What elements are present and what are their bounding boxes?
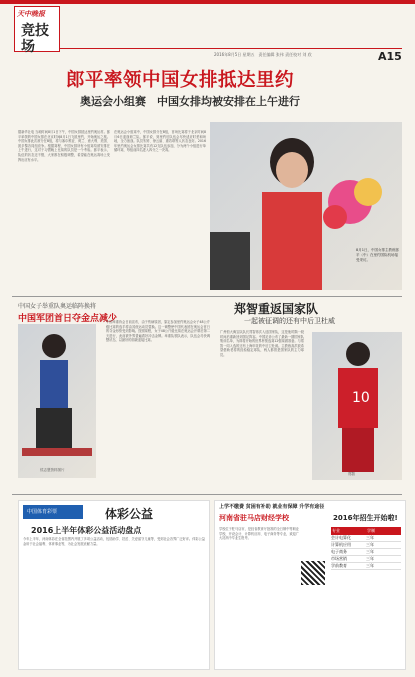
table-row bbox=[331, 542, 401, 549]
svg-text:10: 10 bbox=[352, 390, 370, 406]
lottery-logo bbox=[23, 505, 83, 519]
bottom-divider bbox=[12, 494, 402, 495]
table-cell: 计算机应用 bbox=[331, 542, 351, 547]
enroll-title: 2016年招生开始啦! bbox=[333, 514, 398, 522]
story2-kicker: 中国女子举重队奥运临阵换将 bbox=[18, 303, 97, 310]
table-cell: 三年 bbox=[366, 535, 374, 540]
table-cell: 三年 bbox=[366, 549, 374, 554]
masthead-logo bbox=[14, 6, 60, 55]
story2-title: 中国军团首日夺金点减少 bbox=[18, 314, 118, 324]
table-cell: 三年 bbox=[366, 542, 374, 547]
dateline: 2016年8月5日 星期五 责任编辑 张伟 责任校对 刘 欣 bbox=[214, 52, 312, 57]
zheng-zhi-caption: 郑智 bbox=[348, 472, 355, 476]
lead-article-text: 据新华社电 当地时间8月1日下午，中国女排抵达里约奥运村。郎平率领的中国女排在北京时间8月1日飞抵里约，开始奥运之旅。中国女排此次被分在B组，将与塞尔维亚、荷兰、意大利、美国、波多黎各同组竞争。根据赛程，中国女排所有小组赛均被安排在上午进行，这对于习惯晚上比赛的队员是一个考验。郎平表示，队伍的状态还不错，大家都在积极调整，希望能在奥运赛场上发挥出应有水平。 bbox=[18, 130, 110, 162]
top-red-bar bbox=[0, 0, 415, 4]
table-cell: 三年 bbox=[366, 556, 374, 561]
photo-caption: 8月1日，中国女排主教练郎平（中）在里约国际机场接受采访。 bbox=[356, 248, 399, 262]
qr-code bbox=[301, 561, 325, 585]
school-ad bbox=[214, 500, 406, 670]
table-cell: 学前教育 bbox=[331, 563, 347, 568]
table-row bbox=[331, 556, 401, 563]
table-header: 专业 bbox=[332, 528, 340, 533]
table-row bbox=[331, 549, 401, 556]
school-slogan: 上学不缴费 贫困有补助 就业有保障 升学有途径 bbox=[219, 504, 325, 510]
story3-text: 广州恒大淘宝队队长郑智再次入选国家队，这是他时隔一段时间后重新回到国足阵容。中国足协公布了最新一期国家队集训名单，为即将开始的世界杯预选赛12强赛做准备。与郑智一同入选的还有上海申花的中后卫杜威。主教练高洪波希望借助老将的经验稳定球队，两人都曾是国家队的主力球员。 bbox=[220, 330, 304, 357]
school-text: 学校位于驻马店市，是经省教育厅批准的全日制中等职业学校，开设会计、计算机应用、电子商务等专业，欢迎广大初高中毕业生报考。 bbox=[219, 527, 299, 541]
lottery-tag: 中国体育彩票 bbox=[27, 509, 58, 515]
table-cell: 会计电算化 bbox=[331, 535, 351, 540]
main-headline: 郎平率领中国女排抵达里约 bbox=[66, 70, 295, 91]
section-divider bbox=[12, 296, 402, 297]
zheng-zhi-photo bbox=[312, 332, 402, 480]
table-row bbox=[331, 563, 401, 570]
masthead-name: 天中晚报 bbox=[17, 10, 45, 18]
story3-title: 郑智重返国家队 bbox=[234, 302, 319, 316]
story3-subtitle: 一起被征调的还有中后卫杜威 bbox=[244, 317, 335, 325]
second-column-text: 在奥运会小组赛中，中国女排分在B组，首场比赛将于北京时间8月6日迎战荷兰队。郎平说，到里约后队伍会尽快适应时差和场地，全力备战。队员朱婷、徐云丽、惠若琪等人状态良好。2016年里约奥运会女排比赛共有12支队伍参加，分为两个小组进行单循环赛，每组前四名进入四分之一决赛。 bbox=[114, 130, 206, 153]
story2-text: 中国举重协会日前宣布，由于伤病原因，原定参加里约奥运会女子48公斤级比赛的选手将由其他运动员替换。这一调整使中国代表团在奥运会首日的夺金形势受到影响。按照赛程，女子48公斤级比赛在奥运会开幕后第二天进行，此前被外界普遍看好冲击金牌。举重队领队表示，队伍会尽快调整状态，以最好的面貌迎接比赛。 bbox=[106, 320, 210, 343]
table-cell: 市场营销 bbox=[331, 556, 347, 561]
lottery-title: 2016上半年体彩公益活动盘点 bbox=[31, 526, 142, 535]
lottery-text: 今年上半年，河南体彩在全省范围内开展了多项公益活动，包括助学、扶贫、关爱留守儿童等，受到社会各界广泛好评。体彩公益金用于社会福利、体育事业等，为社会发展贡献力量。 bbox=[23, 537, 205, 546]
section-name: 竞技场 bbox=[21, 23, 49, 55]
header-rule bbox=[60, 48, 402, 49]
lottery-banner: 体彩公益 bbox=[105, 507, 154, 521]
table-row bbox=[331, 535, 401, 542]
lottery-box bbox=[18, 500, 210, 670]
weightlifter-caption: 侯志慧资料图片 bbox=[40, 468, 65, 472]
main-subhead: 奥运会小组赛 中国女排均被安排在上午进行 bbox=[80, 95, 300, 108]
table-cell: 电子商务 bbox=[331, 549, 347, 554]
table-header: 学制 bbox=[367, 528, 375, 533]
program-table bbox=[331, 527, 401, 570]
table-cell: 三年 bbox=[366, 563, 374, 568]
weightlifter-photo bbox=[18, 324, 96, 478]
school-name: 河南省驻马店财经学校 bbox=[219, 514, 289, 522]
lang-ping-photo bbox=[210, 122, 402, 290]
page-number: A15 bbox=[378, 50, 402, 63]
